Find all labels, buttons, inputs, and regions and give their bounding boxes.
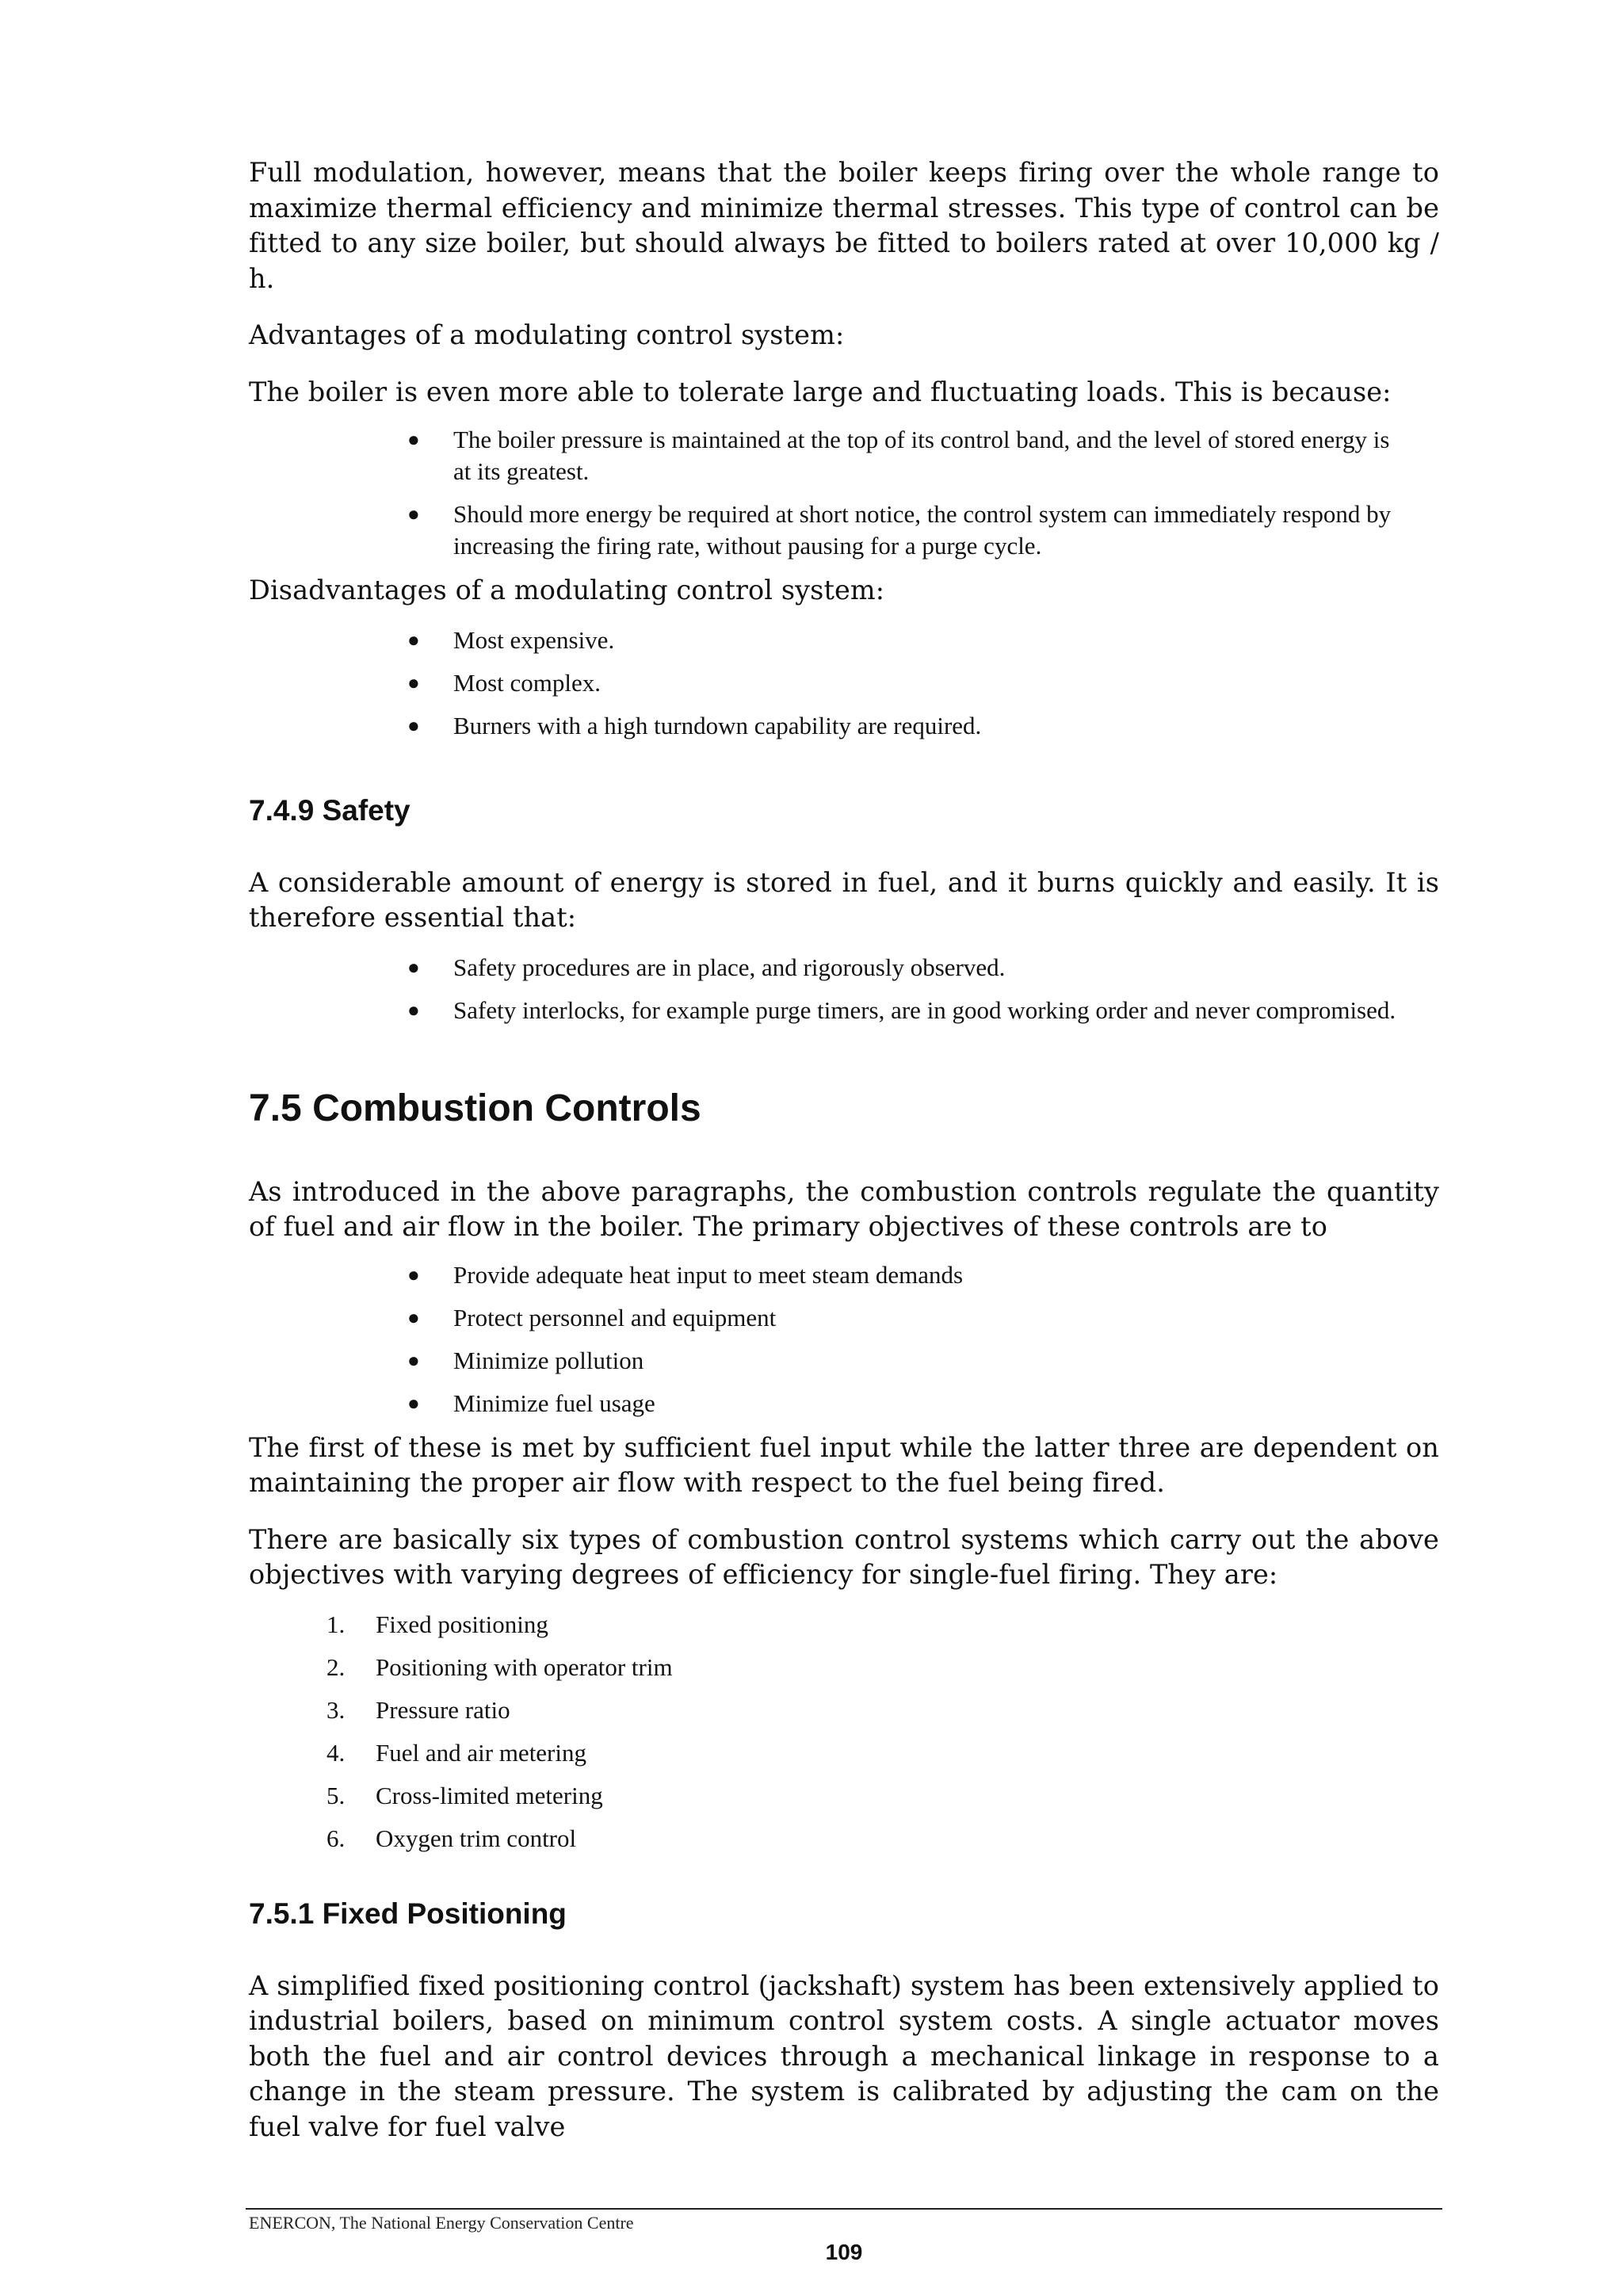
paragraph-six-types: There are basically six types of combustion control systems which carry out the above objectives with varying degrees of efficiency for single-fuel firing. They are: (249, 1523, 1439, 1590)
list-item: 6. Oxygen trim control (327, 1824, 577, 1852)
list-item: ● Minimize fuel usage (249, 1388, 1439, 1419)
safety-list (249, 952, 1439, 1026)
bullet-icon: ● (407, 670, 420, 694)
disadvantages-list (249, 625, 1439, 742)
section-heading-safety: 7.4.9 Safety (249, 793, 411, 827)
paragraph-full-modulation: Full modulation, however, means that the boiler keeps firing over the whole range to maximize thermal efficiency and minimize thermal stresses. This type of control can be fitted to any size boiler, but should always be fitted to boilers rated at over 10,000 kg / h. (249, 157, 1439, 294)
list-item: 4. Fuel and air metering (327, 1738, 586, 1767)
control-types-list (249, 1609, 1439, 1855)
document-page (249, 155, 1439, 2166)
paragraph-first-of-these: The first of these is met by sufficient fuel input while the latter three are dependent on maintaining the proper air flow with respect to the fuel being fired. (249, 1431, 1439, 1498)
paragraph-disadvantages-intro: Disadvantages of a modulating control system: (249, 575, 885, 606)
list-item: ● The boiler pressure is maintained at the top of its control band, and the level of stored energy is at its greatest. (407, 426, 1390, 485)
footer-organization: ENERCON, The National Energy Conservation Centre (249, 2213, 634, 2233)
footer-divider (246, 2208, 1442, 2210)
advantages-list (249, 424, 1439, 562)
bullet-icon: ● (407, 428, 420, 451)
list-item: ● Burners with a high turndown capability are required. (249, 710, 1439, 742)
list-item: 1. Fixed positioning (327, 1610, 548, 1638)
list-item: ● Minimize pollution (249, 1345, 1439, 1377)
bullet-icon: ● (407, 713, 420, 737)
bullet-icon: ● (407, 1391, 420, 1415)
bullet-icon: ● (407, 1305, 420, 1329)
list-item: 5. Cross-limited metering (327, 1781, 603, 1809)
page-number: 109 (825, 2240, 863, 2264)
paragraph-advantages-intro: Advantages of a modulating control system: (249, 319, 845, 350)
bullet-icon: ● (407, 1348, 420, 1372)
bullet-icon: ● (407, 955, 420, 979)
list-item: ● Most complex. (249, 667, 1439, 699)
section-heading-fixed-positioning: 7.5.1 Fixed Positioning (249, 1897, 567, 1930)
paragraph-fixed-positioning: A simplified fixed positioning control (jackshaft) system has been extensively applied to industrial boilers, based on minimum control system costs. A single actuator moves both the fuel and air control devices through a mechanical linkage in response to a change in the steam pressure. The system is calibrated by adjusting the cam on the fuel valve for fuel valve (249, 1969, 1439, 2142)
objectives-list (249, 1259, 1439, 1419)
paragraph-combustion-intro: As introduced in the above paragraphs, the combustion controls regulate the quantity of fuel and air flow in the boiler. The primary objectives of these controls are to (249, 1175, 1439, 1242)
list-item: ● Should more energy be required at short notice, the control system can immediately respond by increasing the firing rate, without pausing for a purge cycle. (407, 500, 1392, 560)
list-item: ● Most expensive. (249, 625, 1439, 656)
list-item: ● Provide adequate heat input to meet steam demands (249, 1259, 1439, 1291)
list-item: 3. Pressure ratio (327, 1695, 510, 1724)
bullet-icon: ● (407, 502, 420, 525)
list-item: ● Safety interlocks, for example purge timers, are in good working order and never compromised. (249, 995, 1439, 1026)
paragraph-safety: A considerable amount of energy is stored in fuel, and it burns quickly and easily. It is therefore essential that: (249, 866, 1439, 933)
list-item: ● Protect personnel and equipment (249, 1302, 1439, 1334)
section-heading-combustion-controls: 7.5 Combustion Controls (249, 1087, 701, 1129)
bullet-icon: ● (407, 1263, 420, 1286)
bullet-icon: ● (407, 998, 420, 1022)
bullet-icon: ● (407, 628, 420, 651)
list-item: 2. Positioning with operator trim (327, 1652, 673, 1681)
list-item: ● Safety procedures are in place, and rigorously observed. (249, 952, 1439, 984)
paragraph-boiler-tolerate: The boiler is even more able to tolerate large and fluctuating loads. This is because: (249, 376, 1392, 407)
